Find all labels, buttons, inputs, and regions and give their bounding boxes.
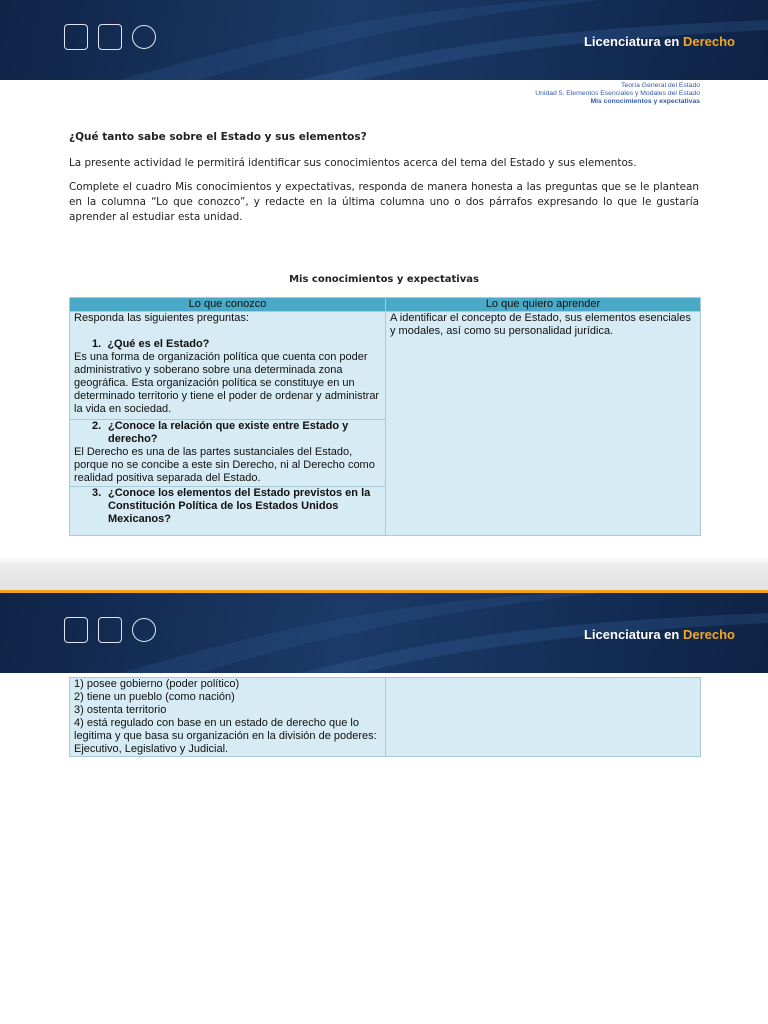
program-title: Licenciatura en Derecho: [583, 627, 735, 642]
institution-logos: [64, 617, 156, 643]
faculty-seal-icon: [98, 24, 122, 50]
unam-seal-icon: [64, 617, 88, 643]
learn-text: A identificar el concepto de Estado, sus elementos esenciales y modales, así como su personalidad jurídica.: [390, 312, 691, 337]
table-title: Mis conocimientos y expectativas: [289, 274, 479, 285]
knowledge-table: [69, 297, 701, 536]
header-banner: [0, 0, 768, 80]
knowledge-table-continued: [69, 677, 701, 757]
question-1: 1. ¿Qué es el Estado?: [92, 338, 210, 350]
element-3: 3) ostenta territorio: [74, 704, 167, 716]
breadcrumb: [535, 82, 700, 107]
division-logo-icon: [132, 25, 156, 49]
cell-question-3: [70, 487, 386, 536]
breadcrumb-course: Teoría General del Estado: [621, 82, 700, 89]
cell-learn: [386, 312, 701, 536]
instructions-paragraph: Complete el cuadro Mis conocimientos y expectativas, responda de manera honesta a las preguntas que se le plantean en la columna “Lo que conozco”, y redacte en la última columna uno o dos párrafos expresando lo que le gustaría aprender al estudiar esta unidad.: [69, 181, 699, 223]
element-1: 1) posee gobierno (poder político): [74, 678, 240, 690]
division-logo-icon: [132, 618, 156, 642]
institution-logos: [64, 24, 156, 50]
column-header-learn: Lo que quiero aprender: [386, 298, 701, 312]
breadcrumb-unit: Unidad 5. Elementos Esenciales y Modales del Estado: [535, 90, 700, 98]
page-title: ¿Qué tanto sabe sobre el Estado y sus elementos?: [69, 131, 367, 143]
cell-question-2: [70, 420, 386, 487]
instructions-lead: Responda las siguientes preguntas:: [74, 312, 249, 324]
question-3: 3. ¿Conoce los elementos del Estado previstos en la Constitución Política de los Estados Unidos Mexicanos?: [92, 487, 371, 525]
element-4: 4) está regulado con base en un estado de derecho que lo legitima y que basa su organización en la división de poderes: Ejecutivo, Legislativo y Judicial.: [74, 717, 377, 755]
header-banner-page-2: [0, 593, 768, 673]
element-2: 2) tiene un pueblo (como nación): [74, 691, 235, 703]
question-2: 2. ¿Conoce la relación que existe entre Estado y derecho?: [92, 420, 349, 445]
column-header-know: Lo que conozco: [70, 298, 386, 312]
cell-question-1: [70, 312, 386, 420]
intro-paragraph: La presente actividad le permitirá identificar sus conocimientos acerca del tema del Estado y sus elementos.: [69, 157, 637, 169]
program-title: Licenciatura en Derecho: [583, 34, 735, 49]
page-divider: [0, 556, 768, 590]
breadcrumb-activity: Mis conocimientos y expectativas: [590, 98, 700, 106]
faculty-seal-icon: [98, 617, 122, 643]
answer-1: Es una forma de organización política que cuenta con poder administrativo y soberano sobre una determinada zona geográfica. Esta organización política se constituye en un determinado territorio y tiene el poder de ordenar y administrar la vida en sociedad.: [74, 351, 380, 415]
cell-learn-continued: [386, 678, 701, 757]
cell-elements: [70, 678, 386, 757]
unam-seal-icon: [64, 24, 88, 50]
answer-2: El Derecho es una de las partes sustanciales del Estado, porque no se concibe a este sin Derecho, ni al Derecho como realidad positiva separada del Estado.: [74, 446, 375, 484]
